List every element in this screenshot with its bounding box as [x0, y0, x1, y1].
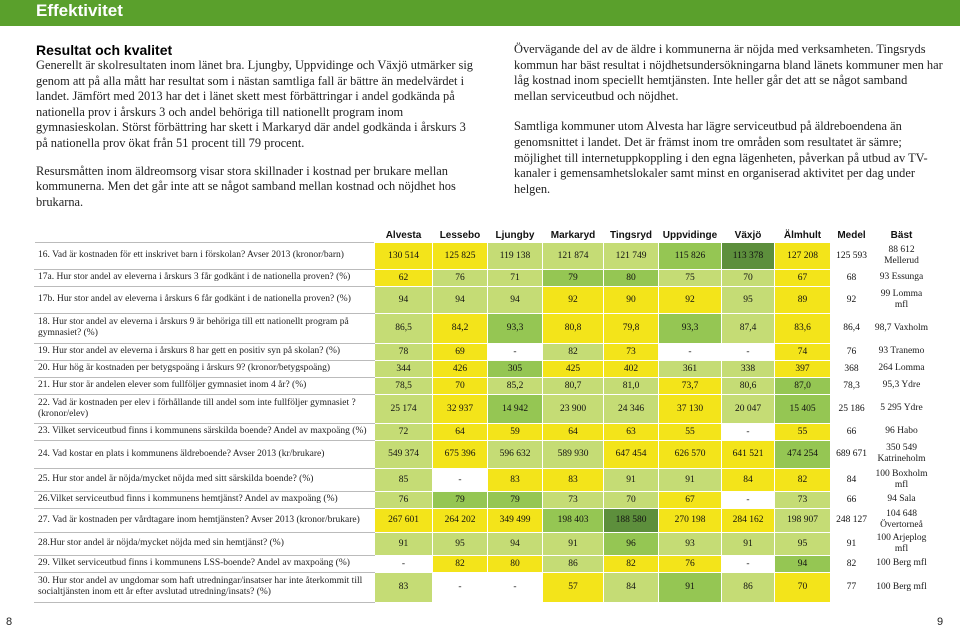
value-cell: 62 — [375, 269, 433, 286]
section-header-bar — [0, 0, 960, 26]
value-cell: 55 — [659, 423, 722, 440]
question-cell: 23. Vilket serviceutbud finns i kommunens särskilda boende? Andel av maxpoäng (%) — [35, 423, 375, 440]
value-cell: 86 — [543, 555, 604, 572]
value-cell: 94 — [433, 286, 488, 313]
value-cell: 64 — [543, 423, 604, 440]
value-cell: 94 — [488, 286, 543, 313]
best-cell: 88 612 Mellerud — [873, 242, 931, 269]
value-cell: 75 — [659, 269, 722, 286]
best-cell: 93 Tranemo — [873, 343, 931, 360]
value-cell: 83 — [543, 468, 604, 491]
table-header-row — [35, 229, 931, 242]
question-cell: 27. Vad är kostnaden per vårdtagare inom hemtjänsten? Avser 2013 (kronor/brukare) — [35, 508, 375, 532]
table-row — [35, 269, 931, 286]
value-cell: 80,8 — [543, 313, 604, 343]
value-cell: 94 — [775, 555, 831, 572]
average-cell: 248 127 — [831, 508, 873, 532]
value-cell: 121 749 — [604, 242, 659, 269]
satisfaction-paragraph: Övervägande del av de äldre i kommunerna är nöjda med verksamheten. Tingsryds kommun har bäst resultat i nöjdhetsundersökningarna bland länets kommuner men har låg kostnad inom speciellt hemtjänsten. Inte heller går det att se något samband mellan serviceutbud och nöjdhet. — [514, 42, 943, 103]
value-cell: 338 — [722, 360, 775, 377]
value-cell: 74 — [775, 343, 831, 360]
value-cell: 344 — [375, 360, 433, 377]
column-header: Älmhult — [783, 229, 822, 241]
value-cell: 79 — [488, 491, 543, 508]
average-cell: 68 — [831, 269, 873, 286]
question-cell: 24. Vad kostar en plats i kommunens äldreboende? Avser 2013 (kr/brukare) — [35, 440, 375, 468]
value-cell: 59 — [488, 423, 543, 440]
best-cell: 96 Habo — [873, 423, 931, 440]
value-cell: - — [722, 555, 775, 572]
resources-paragraph: Resursmåtten inom äldreomsorg visar stora skillnader i kostnad per brukare mellan kommunerna. Men det går inte att se något samband mellan kostnad och nöjdhet hos brukarna. — [36, 163, 456, 209]
value-cell: - — [488, 343, 543, 360]
question-cell: 20. Hur hög är kostnaden per betygspoäng i årskurs 9? (kronor/betygspoäng) — [35, 360, 375, 377]
value-cell: 25 174 — [375, 394, 433, 423]
value-cell: - — [722, 343, 775, 360]
table-body — [35, 242, 931, 602]
best-cell: 93 Essunga — [873, 269, 931, 286]
value-cell: 78 — [375, 343, 433, 360]
question-cell: 19. Hur stor andel av eleverna i årskurs 8 har gett en positiv syn på skolan? (%) — [35, 343, 375, 360]
value-cell: 86 — [722, 572, 775, 602]
table-row — [35, 360, 931, 377]
best-cell: 100 Boxholm mfl — [873, 468, 931, 491]
left-text-column — [36, 42, 476, 210]
value-cell: 361 — [659, 360, 722, 377]
value-cell: 70 — [775, 572, 831, 602]
header-empty — [35, 229, 375, 242]
value-cell: 284 162 — [722, 508, 775, 532]
table-row — [35, 440, 931, 468]
value-cell: 73 — [775, 491, 831, 508]
value-cell: - — [433, 572, 488, 602]
question-cell: 25. Hur stor andel är nöjda/mycket nöjda med sitt särskilda boende? (%) — [35, 468, 375, 491]
value-cell: 93 — [659, 532, 722, 555]
best-cell: 100 Berg mfl — [873, 555, 931, 572]
value-cell: 198 403 — [543, 508, 604, 532]
right-text-column — [514, 42, 944, 197]
question-cell: 22. Vad är kostnaden per elev i förhållande till andel som inte fullföljer gymnasiet ? (kronor/elev) — [35, 394, 375, 423]
value-cell: 474 254 — [775, 440, 831, 468]
value-cell: 91 — [659, 572, 722, 602]
value-cell: 79 — [543, 269, 604, 286]
average-cell: 66 — [831, 423, 873, 440]
table-row — [35, 313, 931, 343]
value-cell: 397 — [775, 360, 831, 377]
value-cell: 121 874 — [543, 242, 604, 269]
value-cell: 55 — [775, 423, 831, 440]
question-cell: 30. Hur stor andel av ungdomar som haft utredningar/insatser har inte återkommit till socialtjänsten inom ett år efter avslutad utredning/insats? (%) — [35, 572, 375, 602]
value-cell: 87,4 — [722, 313, 775, 343]
value-cell: 641 521 — [722, 440, 775, 468]
column-header: Markaryd — [550, 229, 596, 241]
value-cell: 70 — [604, 491, 659, 508]
value-cell: 82 — [604, 555, 659, 572]
value-cell: 76 — [375, 491, 433, 508]
value-cell: 426 — [433, 360, 488, 377]
value-cell: 82 — [775, 468, 831, 491]
question-cell: 18. Hur stor andel av eleverna i årskurs 9 är behöriga till ett nationellt program på gymnasiet? (%) — [35, 313, 375, 343]
value-cell: 425 — [543, 360, 604, 377]
value-cell: 91 — [543, 532, 604, 555]
value-cell: 72 — [375, 423, 433, 440]
table-row — [35, 423, 931, 440]
value-cell: 188 580 — [604, 508, 659, 532]
value-cell: 73,7 — [659, 377, 722, 394]
value-cell: 83,6 — [775, 313, 831, 343]
average-cell: 368 — [831, 360, 873, 377]
value-cell: - — [722, 491, 775, 508]
column-header: Lessebo — [439, 229, 481, 241]
value-cell: 80,6 — [722, 377, 775, 394]
value-cell: 20 047 — [722, 394, 775, 423]
value-cell: 125 825 — [433, 242, 488, 269]
table-row — [35, 242, 931, 269]
column-header: Uppvidinge — [662, 229, 718, 241]
value-cell: 349 499 — [488, 508, 543, 532]
value-cell: 64 — [433, 423, 488, 440]
value-cell: 83 — [488, 468, 543, 491]
value-cell: 198 907 — [775, 508, 831, 532]
value-cell: 549 374 — [375, 440, 433, 468]
value-cell: 92 — [543, 286, 604, 313]
page-number-right: 9 — [937, 616, 944, 628]
table-row — [35, 572, 931, 602]
best-cell: 264 Lomma — [873, 360, 931, 377]
value-cell: 113 378 — [722, 242, 775, 269]
average-cell: 689 671 — [831, 440, 873, 468]
value-cell: 84 — [722, 468, 775, 491]
column-header: Växjö — [734, 229, 762, 241]
value-cell: 91 — [604, 468, 659, 491]
service-paragraph: Samtliga kommuner utom Alvesta har lägre serviceutbud på äldreboendena än genomsnittet i landet. Det är främst inom tre områden som resultatet är sämre; möjlighet till internetuppkoppling i den egna lägenheten, påverkan på utbud av TV-kanaler i gemensamhetslokaler samt minst en organiserad aktivitet per dag under helgen. — [514, 119, 928, 196]
question-cell: 21. Hur stor är andelen elever som fullföljer gymnasiet inom 4 år? (%) — [35, 377, 375, 394]
average-cell: 78,3 — [831, 377, 873, 394]
value-cell: 57 — [543, 572, 604, 602]
average-cell: 91 — [831, 532, 873, 555]
value-cell: 67 — [775, 269, 831, 286]
value-cell: 267 601 — [375, 508, 433, 532]
best-cell: 94 Sala — [873, 491, 931, 508]
column-header: Medel — [837, 229, 866, 241]
table-row — [35, 394, 931, 423]
value-cell: 589 930 — [543, 440, 604, 468]
value-cell: 115 826 — [659, 242, 722, 269]
value-cell: - — [722, 423, 775, 440]
question-cell: 29. Vilket serviceutbud finns i kommunens LSS-boende? Andel av maxpoäng (%) — [35, 555, 375, 572]
page-number-left: 8 — [6, 616, 13, 628]
value-cell: - — [488, 572, 543, 602]
best-cell: 99 Lomma mfl — [873, 286, 931, 313]
results-paragraph: Generellt är skolresultaten inom länet bra. Ljungby, Uppvidinge och Växjö utmärker sig genom att på alla mått har resultat som i nästan samtliga fall är bättre än medelvärdet i landet. Jämfört med 2013 har det i länet skett mest förbättringar i andel godkända på nationella prov i årskurs 3 och andel behöriga till nationellt program inom gymnasieskolan. Störst förbättring har skett i Markaryd där andel godkända i årskurs 3 på nationella prov ökat från 51 procent till 79 procent. — [36, 58, 473, 150]
table-row — [35, 286, 931, 313]
value-cell: 626 570 — [659, 440, 722, 468]
best-cell: 98,7 Vaxholm — [873, 313, 931, 343]
value-cell: 91 — [659, 468, 722, 491]
value-cell: 82 — [543, 343, 604, 360]
value-cell: 84 — [604, 572, 659, 602]
value-cell: 130 514 — [375, 242, 433, 269]
average-cell: 25 186 — [831, 394, 873, 423]
value-cell: 37 130 — [659, 394, 722, 423]
value-cell: 90 — [604, 286, 659, 313]
average-cell: 82 — [831, 555, 873, 572]
value-cell: 73 — [604, 343, 659, 360]
table-row — [35, 491, 931, 508]
value-cell: 14 942 — [488, 394, 543, 423]
average-cell: 66 — [831, 491, 873, 508]
value-cell: - — [375, 555, 433, 572]
value-cell: 79 — [433, 491, 488, 508]
results-heading: Resultat och kvalitet — [36, 42, 173, 58]
value-cell: 91 — [375, 532, 433, 555]
column-header: Tingsryd — [609, 229, 653, 241]
value-cell: 73 — [543, 491, 604, 508]
comparison-table — [34, 229, 931, 603]
value-cell: - — [659, 343, 722, 360]
value-cell: 92 — [659, 286, 722, 313]
average-cell: 92 — [831, 286, 873, 313]
value-cell: 70 — [722, 269, 775, 286]
value-cell: 402 — [604, 360, 659, 377]
value-cell: 85,2 — [488, 377, 543, 394]
value-cell: 32 937 — [433, 394, 488, 423]
value-cell: 76 — [433, 269, 488, 286]
column-header: Ljungby — [495, 229, 535, 241]
value-cell: 91 — [722, 532, 775, 555]
section-title: Effektivitet — [36, 1, 123, 20]
value-cell: 264 202 — [433, 508, 488, 532]
value-cell: 82 — [433, 555, 488, 572]
value-cell: 15 405 — [775, 394, 831, 423]
average-cell: 86,4 — [831, 313, 873, 343]
best-cell: 100 Berg mfl — [873, 572, 931, 602]
best-cell: 5 295 Ydre — [873, 394, 931, 423]
average-cell: 125 593 — [831, 242, 873, 269]
column-header: Alvesta — [385, 229, 422, 241]
value-cell: 69 — [433, 343, 488, 360]
value-cell: 76 — [659, 555, 722, 572]
best-cell: 350 549 Katrineholm — [873, 440, 931, 468]
value-cell: 23 900 — [543, 394, 604, 423]
table-row — [35, 508, 931, 532]
value-cell: 80 — [488, 555, 543, 572]
value-cell: 86,5 — [375, 313, 433, 343]
value-cell: 675 396 — [433, 440, 488, 468]
table-row — [35, 555, 931, 572]
value-cell: 63 — [604, 423, 659, 440]
average-cell: 84 — [831, 468, 873, 491]
average-cell: 76 — [831, 343, 873, 360]
average-cell: 77 — [831, 572, 873, 602]
value-cell: 87,0 — [775, 377, 831, 394]
value-cell: 80,7 — [543, 377, 604, 394]
value-cell: 94 — [488, 532, 543, 555]
table-row — [35, 343, 931, 360]
value-cell: 270 198 — [659, 508, 722, 532]
value-cell: 80 — [604, 269, 659, 286]
value-cell: 647 454 — [604, 440, 659, 468]
value-cell: 83 — [375, 572, 433, 602]
value-cell: 79,8 — [604, 313, 659, 343]
value-cell: 78,5 — [375, 377, 433, 394]
question-cell: 28.Hur stor andel är nöjda/mycket nöjda med sin hemtjänst? (%) — [35, 532, 375, 555]
value-cell: 70 — [433, 377, 488, 394]
value-cell: 96 — [604, 532, 659, 555]
value-cell: 94 — [375, 286, 433, 313]
value-cell: 24 346 — [604, 394, 659, 423]
value-cell: 85 — [375, 468, 433, 491]
value-cell: 93,3 — [488, 313, 543, 343]
value-cell: 89 — [775, 286, 831, 313]
value-cell: 71 — [488, 269, 543, 286]
value-cell: 84,2 — [433, 313, 488, 343]
question-cell: 17a. Hur stor andel av eleverna i årskurs 3 får godkänt i de nationella proven? (%) — [35, 269, 375, 286]
question-cell: 26.Vilket serviceutbud finns i kommunens hemtjänst? Andel av maxpoäng (%) — [35, 491, 375, 508]
value-cell: 95 — [722, 286, 775, 313]
value-cell: 127 208 — [775, 242, 831, 269]
value-cell: 67 — [659, 491, 722, 508]
table-row — [35, 377, 931, 394]
value-cell: 95 — [433, 532, 488, 555]
column-header: Bäst — [890, 229, 913, 241]
value-cell: 119 138 — [488, 242, 543, 269]
value-cell: 305 — [488, 360, 543, 377]
best-cell: 100 Arjeplog mfl — [873, 532, 931, 555]
value-cell: - — [433, 468, 488, 491]
best-cell: 95,3 Ydre — [873, 377, 931, 394]
question-cell: 16. Vad är kostnaden för ett inskrivet barn i förskolan? Avser 2013 (kronor/barn) — [35, 242, 375, 269]
table-row — [35, 468, 931, 491]
table-row — [35, 532, 931, 555]
value-cell: 596 632 — [488, 440, 543, 468]
question-cell: 17b. Hur stor andel av eleverna i årskurs 6 får godkänt i de nationella proven? (%) — [35, 286, 375, 313]
value-cell: 95 — [775, 532, 831, 555]
best-cell: 104 648 Övertorneå — [873, 508, 931, 532]
value-cell: 81,0 — [604, 377, 659, 394]
value-cell: 93,3 — [659, 313, 722, 343]
